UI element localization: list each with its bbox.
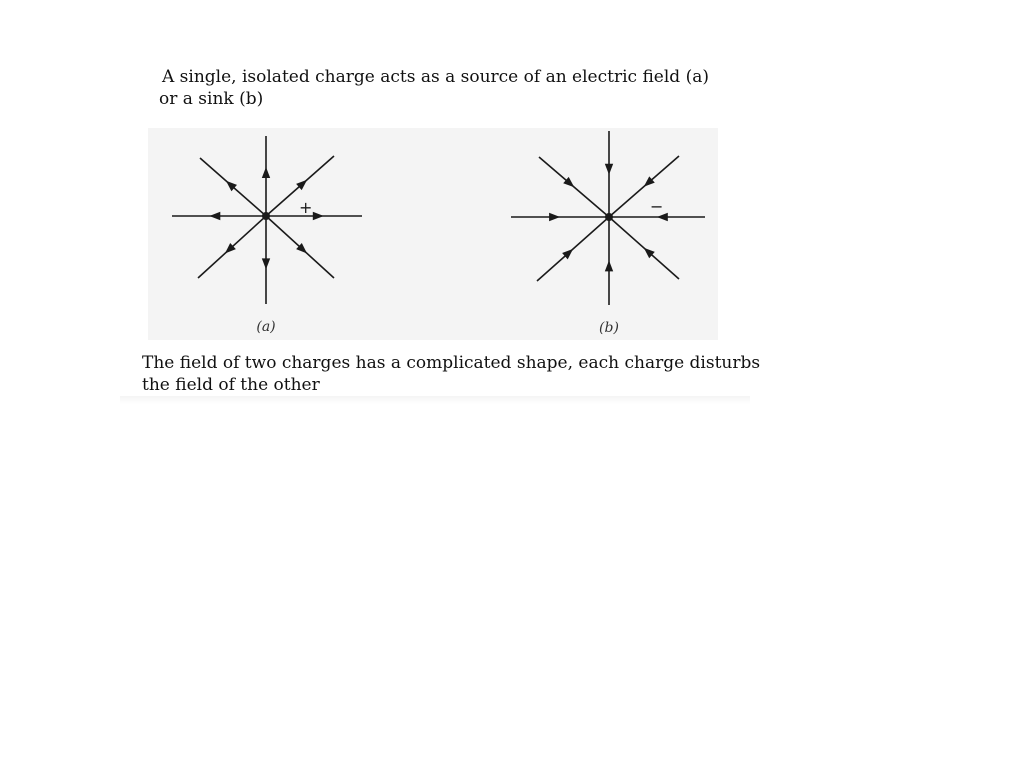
scan-edge <box>120 396 750 404</box>
bottom-caption-line-2: the field of the other <box>142 375 320 395</box>
top-caption-line-1: A single, isolated charge acts as a source of an electric field (a) <box>162 67 709 87</box>
top-caption <box>159 66 709 110</box>
charge-a-sign: + <box>299 198 313 217</box>
charge-b-sign: − <box>650 197 664 216</box>
field-lines-svg <box>148 128 718 340</box>
panel-b-label: (b) <box>599 320 619 336</box>
field-lines-figure <box>148 128 718 340</box>
panel-a-label: (a) <box>256 319 276 335</box>
charge-a-dot <box>262 212 270 220</box>
top-caption-line-2: or a sink (b) <box>159 89 264 109</box>
charge-b-dot <box>605 213 613 221</box>
bottom-caption <box>142 352 760 396</box>
figure-background <box>148 128 718 340</box>
bottom-caption-line-1: The field of two charges has a complicated shape, each charge disturbs <box>142 353 761 373</box>
